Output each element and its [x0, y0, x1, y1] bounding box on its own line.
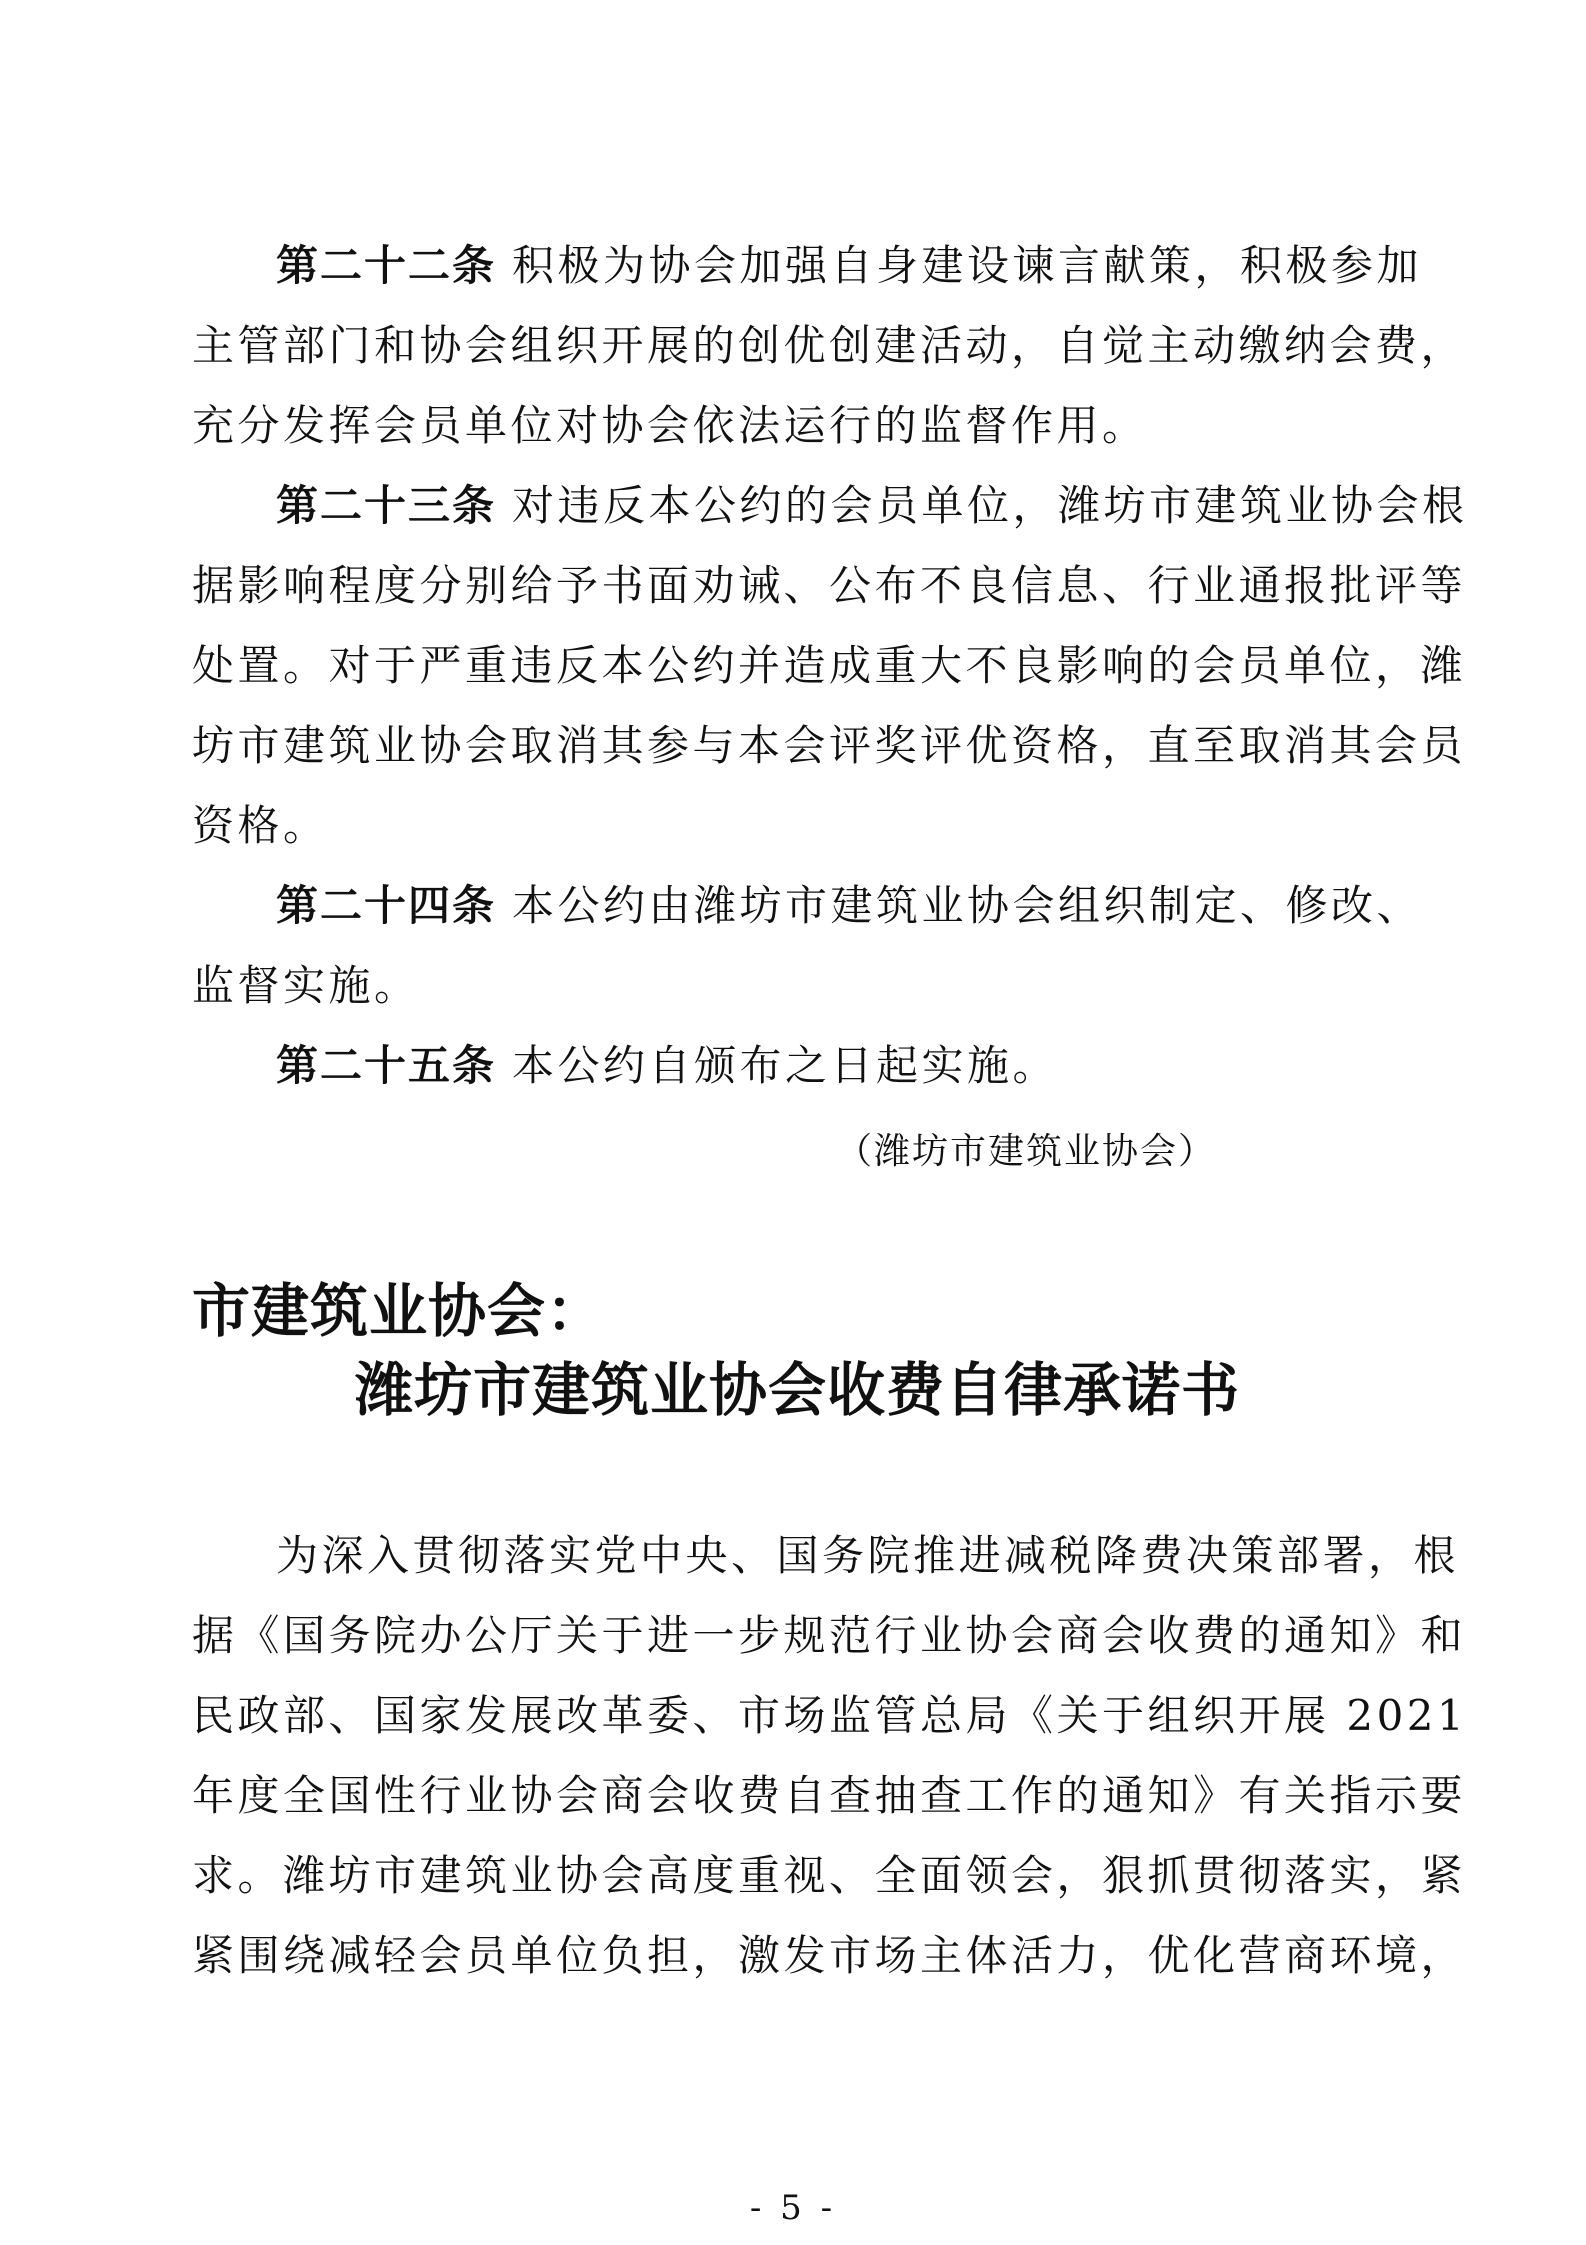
- body-line-4: 年度全国性行业协会商会收费自查抽查工作的通知》有关指示要: [192, 1771, 1467, 1820]
- article-23-line-5: 资格。: [192, 801, 329, 850]
- article-23-line-1: [276, 478, 1468, 534]
- article-23-line-4: 坊市建筑业协会取消其参与本会评奖评优资格，直至取消其会员: [192, 721, 1467, 770]
- body-line-3: 民政部、国家发展改革委、市场监管总局《关于组织开展 2021: [192, 1691, 1468, 1740]
- article-23-line-3: 处置。对于严重违反本公约并造成重大不良影响的会员单位，潍: [192, 641, 1467, 690]
- article-25-label: 第二十五条: [276, 1041, 497, 1090]
- page-number: - 5 -: [749, 2188, 837, 2228]
- article-24-label: 第二十四条: [276, 881, 497, 930]
- body-line-5: 求。潍坊市建筑业协会高度重视、全面领会，狠抓贯彻落实，紧: [192, 1851, 1467, 1900]
- article-24-line-2: 监督实施。: [192, 961, 420, 1010]
- association-signature: （潍坊市建筑业协会）: [836, 1131, 1217, 1172]
- article-25-text-1: 本公约自颁布之日起实施。: [512, 1041, 1059, 1090]
- article-22-text-1: 积极为协会加强自身建设谏言献策，积极参加: [512, 241, 1423, 290]
- article-23-line-2: 据影响程度分别给予书面劝诫、公布不良信息、行业通报批评等: [192, 561, 1467, 610]
- article-22-line-1: [276, 238, 1423, 294]
- article-24-text-1: 本公约由潍坊市建筑业协会组织制定、修改、: [512, 881, 1423, 930]
- article-23-label: 第二十三条: [276, 481, 497, 530]
- heading-addressee: 市建筑业协会：: [192, 1277, 606, 1345]
- body-line-2: 据《国务院办公厅关于进一步规范行业协会商会收费的通知》和: [192, 1611, 1467, 1660]
- article-23-text-1: 对违反本公约的会员单位，潍坊市建筑业协会根: [512, 481, 1468, 530]
- article-22-line-3: 充分发挥会员单位对协会依法运行的监督作用。: [192, 401, 1148, 450]
- body-line-1: 为深入贯彻落实党中央、国务院推进减税降费决策部署，根: [276, 1531, 1460, 1580]
- document-title: 潍坊市建筑业协会收费自律承诺书: [355, 1356, 1241, 1424]
- article-24-line-1: [276, 878, 1423, 934]
- article-22-label: 第二十二条: [276, 241, 497, 290]
- body-line-6: 紧围绕减轻会员单位负担，激发市场主体活力，优化营商环境，: [192, 1931, 1467, 1980]
- article-22-line-2: 主管部门和协会组织开展的创优创建活动，自觉主动缴纳会费，: [192, 321, 1467, 370]
- article-25-line-1: [276, 1038, 1402, 1094]
